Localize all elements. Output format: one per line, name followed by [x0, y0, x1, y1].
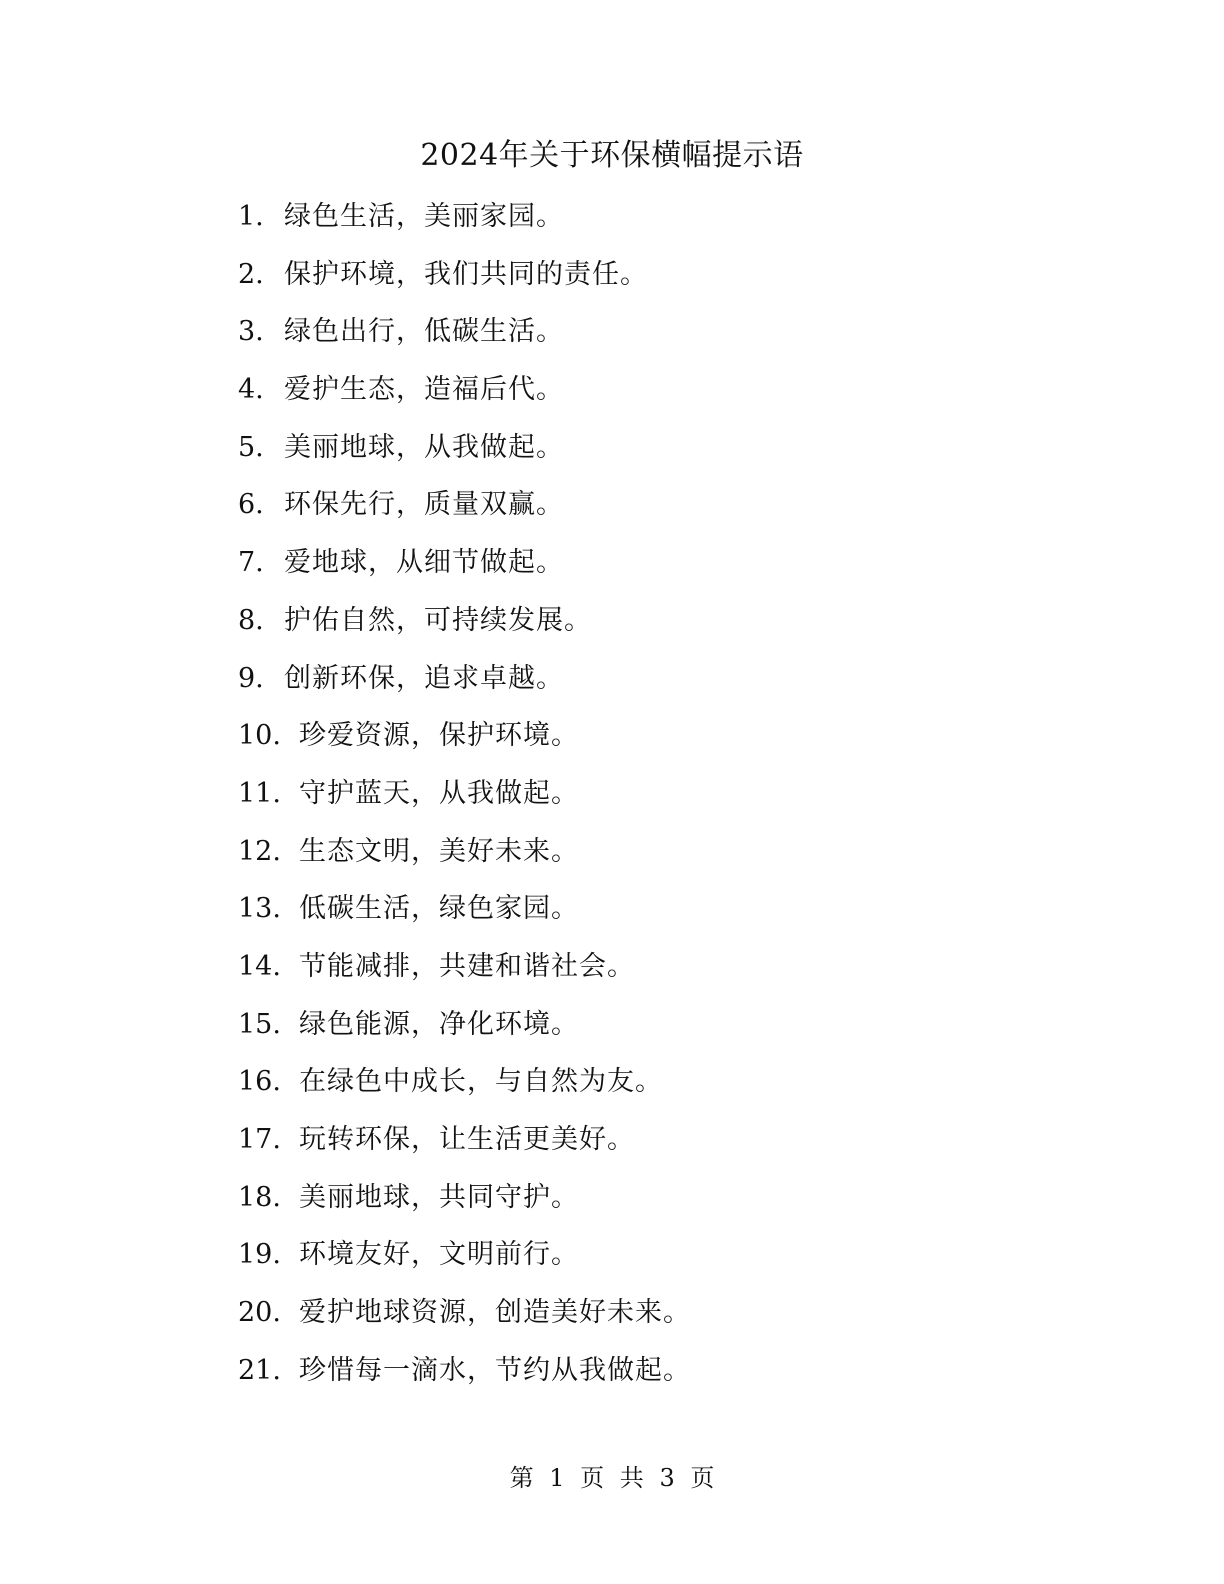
item-text: 绿色生活，美丽家园。 [284, 201, 564, 232]
item-number: 21. [238, 1354, 281, 1386]
list-item [238, 598, 1038, 656]
item-text: 玩转环保，让生活更美好。 [299, 1124, 635, 1155]
list-item [238, 771, 1038, 829]
item-text: 节能减排，共建和谐社会。 [299, 950, 635, 982]
item-number: 5. [238, 431, 264, 463]
item-text: 环境友好，文明前行。 [299, 1239, 579, 1271]
list-item [238, 425, 1038, 483]
list-item [238, 194, 1038, 252]
item-number: 7. [238, 547, 264, 579]
list-item [238, 367, 1038, 425]
item-number: 17. [238, 1124, 281, 1155]
list-item [238, 309, 1038, 367]
item-number: 16. [238, 1066, 281, 1098]
item-text: 生态文明，美好未来。 [299, 835, 579, 867]
item-text: 低碳生活，绿色家园。 [299, 893, 579, 925]
item-text: 在绿色中成长，与自然为友。 [299, 1066, 663, 1098]
list-item [238, 1175, 1038, 1233]
item-number: 9. [238, 662, 264, 694]
item-text: 美丽地球，从我做起。 [284, 431, 564, 463]
list-item [238, 713, 1038, 771]
item-number: 14. [238, 950, 281, 982]
item-number: 8. [238, 604, 264, 636]
list-item [238, 1232, 1038, 1290]
list-item [238, 1348, 1038, 1406]
item-text: 环保先行，质量双赢。 [284, 489, 564, 521]
list-item [238, 1002, 1038, 1060]
item-text: 珍爱资源，保护环境。 [299, 720, 579, 752]
list-item [238, 656, 1038, 714]
item-number: 1. [238, 201, 264, 232]
list-item [238, 1059, 1038, 1117]
item-number: 20. [238, 1297, 281, 1329]
list-item [238, 540, 1038, 598]
item-text: 护佑自然，可持续发展。 [284, 604, 592, 636]
item-number: 11. [238, 777, 281, 809]
list-item [238, 482, 1038, 540]
item-number: 6. [238, 489, 264, 521]
item-number: 12. [238, 835, 281, 867]
item-text: 保护环境，我们共同的责任。 [284, 258, 648, 290]
item-number: 15. [238, 1008, 281, 1040]
list-item [238, 886, 1038, 944]
item-number: 4. [238, 374, 264, 406]
item-number: 10. [238, 720, 281, 752]
item-number: 18. [238, 1181, 281, 1213]
list-item [238, 252, 1038, 310]
item-number: 13. [238, 893, 281, 925]
item-number: 19. [238, 1239, 281, 1271]
page-title: 2024年关于环保横幅提示语 [420, 138, 804, 173]
page-footer: 第 1 页 共 3 页 [509, 1464, 715, 1492]
item-text: 美丽地球，共同守护。 [299, 1181, 579, 1213]
list-item [238, 944, 1038, 1002]
item-text: 绿色能源，净化环境。 [299, 1008, 579, 1040]
item-text: 爱护地球资源，创造美好未来。 [299, 1297, 691, 1329]
list-item [238, 829, 1038, 887]
item-text: 爱护生态，造福后代。 [284, 374, 564, 406]
item-number: 3. [238, 316, 264, 348]
item-text: 珍惜每一滴水，节约从我做起。 [299, 1354, 691, 1386]
item-text: 守护蓝天，从我做起。 [299, 777, 579, 809]
slogan-list [238, 194, 1038, 1405]
list-item [238, 1117, 1038, 1175]
list-item [238, 1290, 1038, 1348]
item-text: 爱地球，从细节做起。 [284, 547, 564, 579]
item-text: 绿色出行，低碳生活。 [284, 316, 564, 348]
item-number: 2. [238, 258, 264, 290]
item-text: 创新环保，追求卓越。 [284, 662, 564, 694]
